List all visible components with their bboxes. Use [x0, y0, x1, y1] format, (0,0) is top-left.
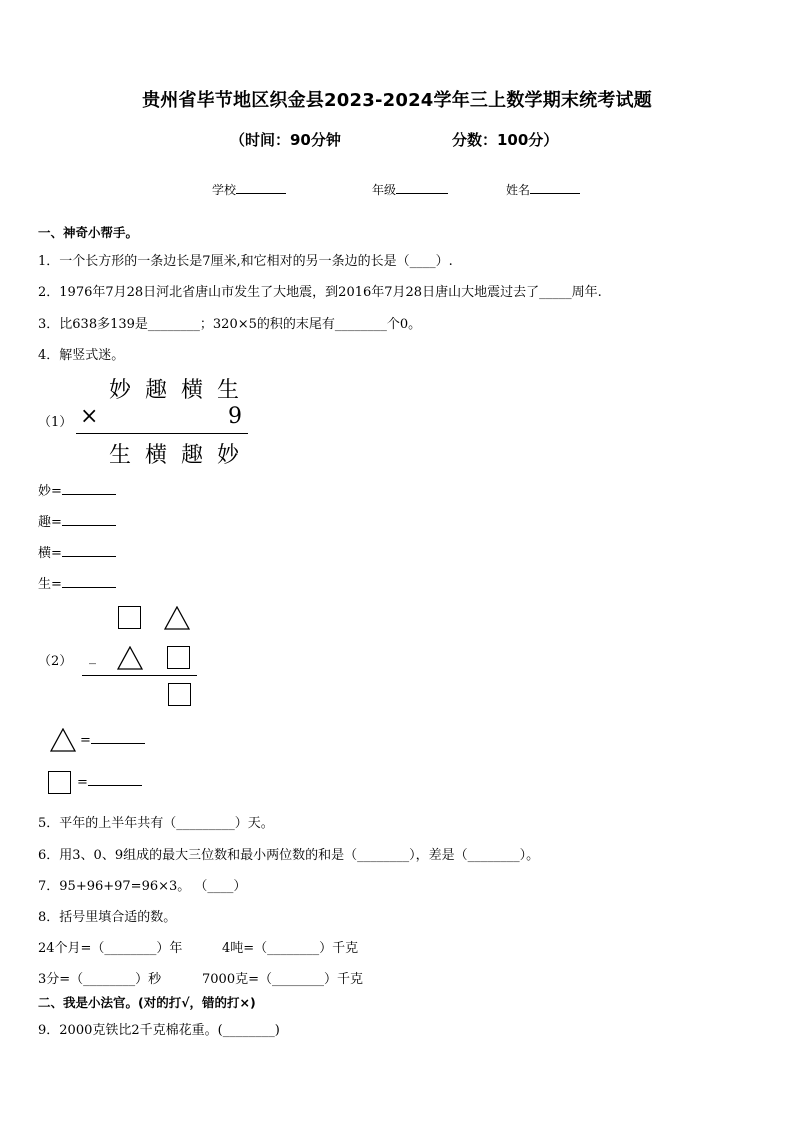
multiply-sign: × [80, 404, 99, 429]
section-1-heading: 一、神奇小帮手。 [38, 225, 139, 240]
bottom-char-1: 生 [109, 443, 132, 468]
school-field [212, 181, 286, 198]
triangle-shape [164, 606, 190, 630]
question-8: 8．括号里填合适的数。 [38, 910, 177, 925]
multiplier-digit: 9 [228, 404, 242, 429]
top-char-2: 趣 [145, 378, 168, 403]
answer-blank[interactable] [91, 731, 145, 744]
question-2: 2．1976年7月28日河北省唐山市发生了大地震，到2016年7月28日唐山大地震过去了_____周年. [38, 285, 602, 300]
square-shape [168, 683, 191, 706]
answer-heng: 横= [38, 542, 116, 561]
top-char-1: 妙 [109, 378, 132, 403]
puzzle-1-rule [76, 433, 248, 434]
question-7: 7．95+96+97=96×3。 （____） [38, 879, 247, 894]
question-5: 5．平年的上半年共有（_________）天。 [38, 816, 274, 831]
answer-miao: 妙= [38, 480, 116, 499]
puzzle-2-rule [82, 675, 197, 676]
answer-blank[interactable] [62, 482, 116, 495]
name-label: 姓名 [506, 183, 531, 197]
answer-triangle: = [50, 728, 145, 752]
triangle-icon [50, 728, 76, 752]
question-1: 1．一个长方形的一条边长是7厘米,和它相对的另一条边的长是（____）. [38, 254, 453, 269]
question-8-item: 24个月=（________）年 [38, 941, 183, 956]
name-blank[interactable] [530, 181, 580, 194]
square-shape [167, 646, 190, 669]
answer-blank[interactable] [62, 575, 116, 588]
answer-blank[interactable] [62, 513, 116, 526]
exam-title: 贵州省毕节地区织金县2023-2024学年三上数学期末统考试题 [142, 90, 652, 111]
section-2-heading: 二、我是小法官。(对的打√，错的打×) [38, 995, 256, 1010]
bottom-char-3: 趣 [181, 443, 204, 468]
grade-field [372, 181, 448, 198]
question-8-item: 4吨=（________）千克 [222, 941, 359, 956]
answer-square: = [48, 771, 142, 794]
top-char-4: 生 [217, 378, 240, 403]
top-char-3: 横 [181, 378, 204, 403]
bottom-char-4: 妙 [217, 443, 240, 468]
triangle-shape [117, 646, 143, 670]
puzzle-2-label: （2） [38, 654, 73, 669]
grade-blank[interactable] [396, 181, 448, 194]
answer-blank[interactable] [88, 773, 142, 786]
question-4: 4．解竖式迷。 [38, 348, 125, 363]
minus-sign: _ [89, 649, 96, 665]
question-8-item: 7000克=（________）千克 [202, 972, 363, 987]
question-9: 9．2000克铁比2千克棉花重。(________) [38, 1023, 280, 1038]
exam-score: 分数：100分） [452, 131, 559, 149]
answer-qu: 趣= [38, 511, 116, 530]
exam-time: （时间：90分钟 [230, 131, 341, 149]
puzzle-1-label: （1） [38, 415, 73, 430]
school-blank[interactable] [236, 181, 286, 194]
answer-sheng: 生= [38, 573, 116, 592]
question-3: 3．比638多139是________；320×5的积的末尾有________个0。 [38, 317, 422, 332]
question-6: 6．用3、0、9组成的最大三位数和最小两位数的和是（________），差是（________）。 [38, 848, 540, 863]
name-field [506, 181, 580, 198]
square-icon [48, 771, 71, 794]
grade-label: 年级 [372, 183, 397, 197]
question-8-item: 3分=（________）秒 [38, 972, 162, 987]
school-label: 学校 [212, 183, 237, 197]
square-shape [118, 606, 141, 629]
answer-blank[interactable] [62, 544, 116, 557]
bottom-char-2: 横 [145, 443, 168, 468]
